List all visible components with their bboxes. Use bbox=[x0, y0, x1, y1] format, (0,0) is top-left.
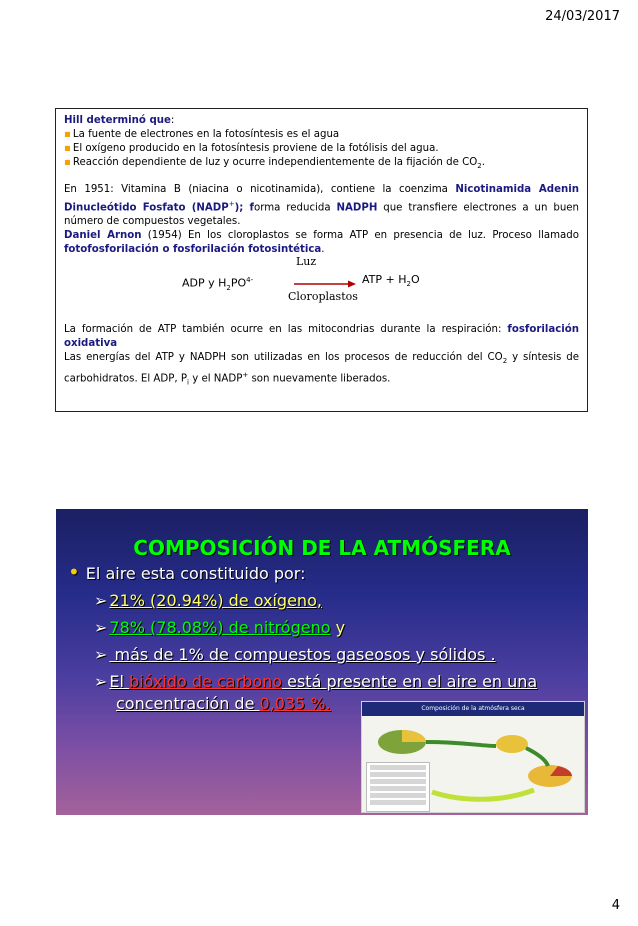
arrow-bullet-icon: ➢ bbox=[94, 591, 108, 610]
equation-products: ATP + $H_2O$ bbox=[362, 273, 420, 289]
equation-cloroplastos-label: Cloroplastos bbox=[288, 290, 358, 304]
hill-heading: Hill determinó que bbox=[64, 115, 171, 126]
mitocondria-paragraph: La formación de ATP también ocurre en las mitocondrias durante la respiración: fosforilación oxidativa bbox=[64, 324, 579, 350]
arnon-paragraph: Daniel Arnon (1954) En los cloroplastos se forma ATP en presencia de luz. Proceso llamado fotofosforilación o fosforilación fotosintética. bbox=[64, 230, 579, 256]
equation-luz-label: Luz bbox=[296, 255, 317, 269]
list-item-co2: ➢ El bióxido de carbono está presente en el aire en una bbox=[94, 672, 538, 691]
list-item-other-gases: ➢ más de 1% de compuestos gaseosos y sólidos . bbox=[94, 645, 496, 664]
equation-reactants: ADP y $H_2PO^{4-}$ bbox=[182, 276, 254, 293]
reaction-arrow-icon bbox=[294, 279, 356, 289]
slide-atmosphere bbox=[56, 509, 588, 815]
arrow-bullet-icon: ➢ bbox=[94, 672, 108, 691]
energy-paragraph: Las energías del ATP y NADPH son utilizadas en los procesos de reducción del $CO_2$ y síntesis de carbohidratos. El ADP, $P_i$ y el NADP+ son nuevamente liberados. bbox=[64, 352, 580, 387]
image-title: Composición de la atmósfera seca bbox=[362, 702, 584, 716]
composition-table-illustration bbox=[366, 762, 430, 812]
list-item-co2-continued: concentración de 0,035 %. bbox=[116, 694, 331, 713]
page-number: 4 bbox=[611, 898, 620, 913]
atmosphere-list bbox=[68, 559, 580, 713]
arrow-bullet-icon: ➢ bbox=[94, 618, 108, 637]
list-intro: • El aire esta constituido por: bbox=[68, 559, 580, 587]
atp-equation bbox=[64, 257, 579, 315]
atmosphere-composition-image bbox=[361, 701, 585, 813]
hill-bullet-1: ▪ La fuente de electrones en la fotosíntesis es el agua bbox=[64, 128, 579, 142]
hill-bullet-3: ▪ Reacción dependiente de luz y ocurre independientemente de la fijación de $CO_2$. bbox=[64, 156, 579, 173]
hill-bullet-2: ▪ El oxígeno producido en la fotosíntesis proviene de la fotólisis del agua. bbox=[64, 142, 579, 156]
arrow-bullet-icon: ➢ bbox=[94, 645, 108, 664]
date-label: 24/03/2017 bbox=[545, 9, 620, 24]
list-item-nitrogen: ➢ 78% (78.08%) de nitrógeno y bbox=[94, 618, 346, 637]
hill-section: Hill determinó que: ▪ La fuente de electrones en la fotosíntesis es el agua ▪ El oxígeno producido en la fotosíntesis proviene de la fotólisis del agua. ▪ Reacción dependiente de luz y ocurre independientemente de la fijación de $CO_2$. bbox=[64, 114, 579, 173]
list-item-oxygen: ➢ 21% (20.94%) de oxígeno, bbox=[94, 591, 322, 610]
slide-title: COMPOSICIÓN DE LA ATMÓSFERA bbox=[133, 536, 511, 560]
nadp-paragraph: En 1951: Vitamina B (niacina o nicotinamida), contiene la coenzima Nicotinamida Adenin Dinucleótido Fosfato (NADP+); forma reducida NADPH que transfiere electrones a un buen número de compuestos vegetales. bbox=[64, 184, 580, 228]
slide-photosynthesis bbox=[55, 108, 588, 412]
